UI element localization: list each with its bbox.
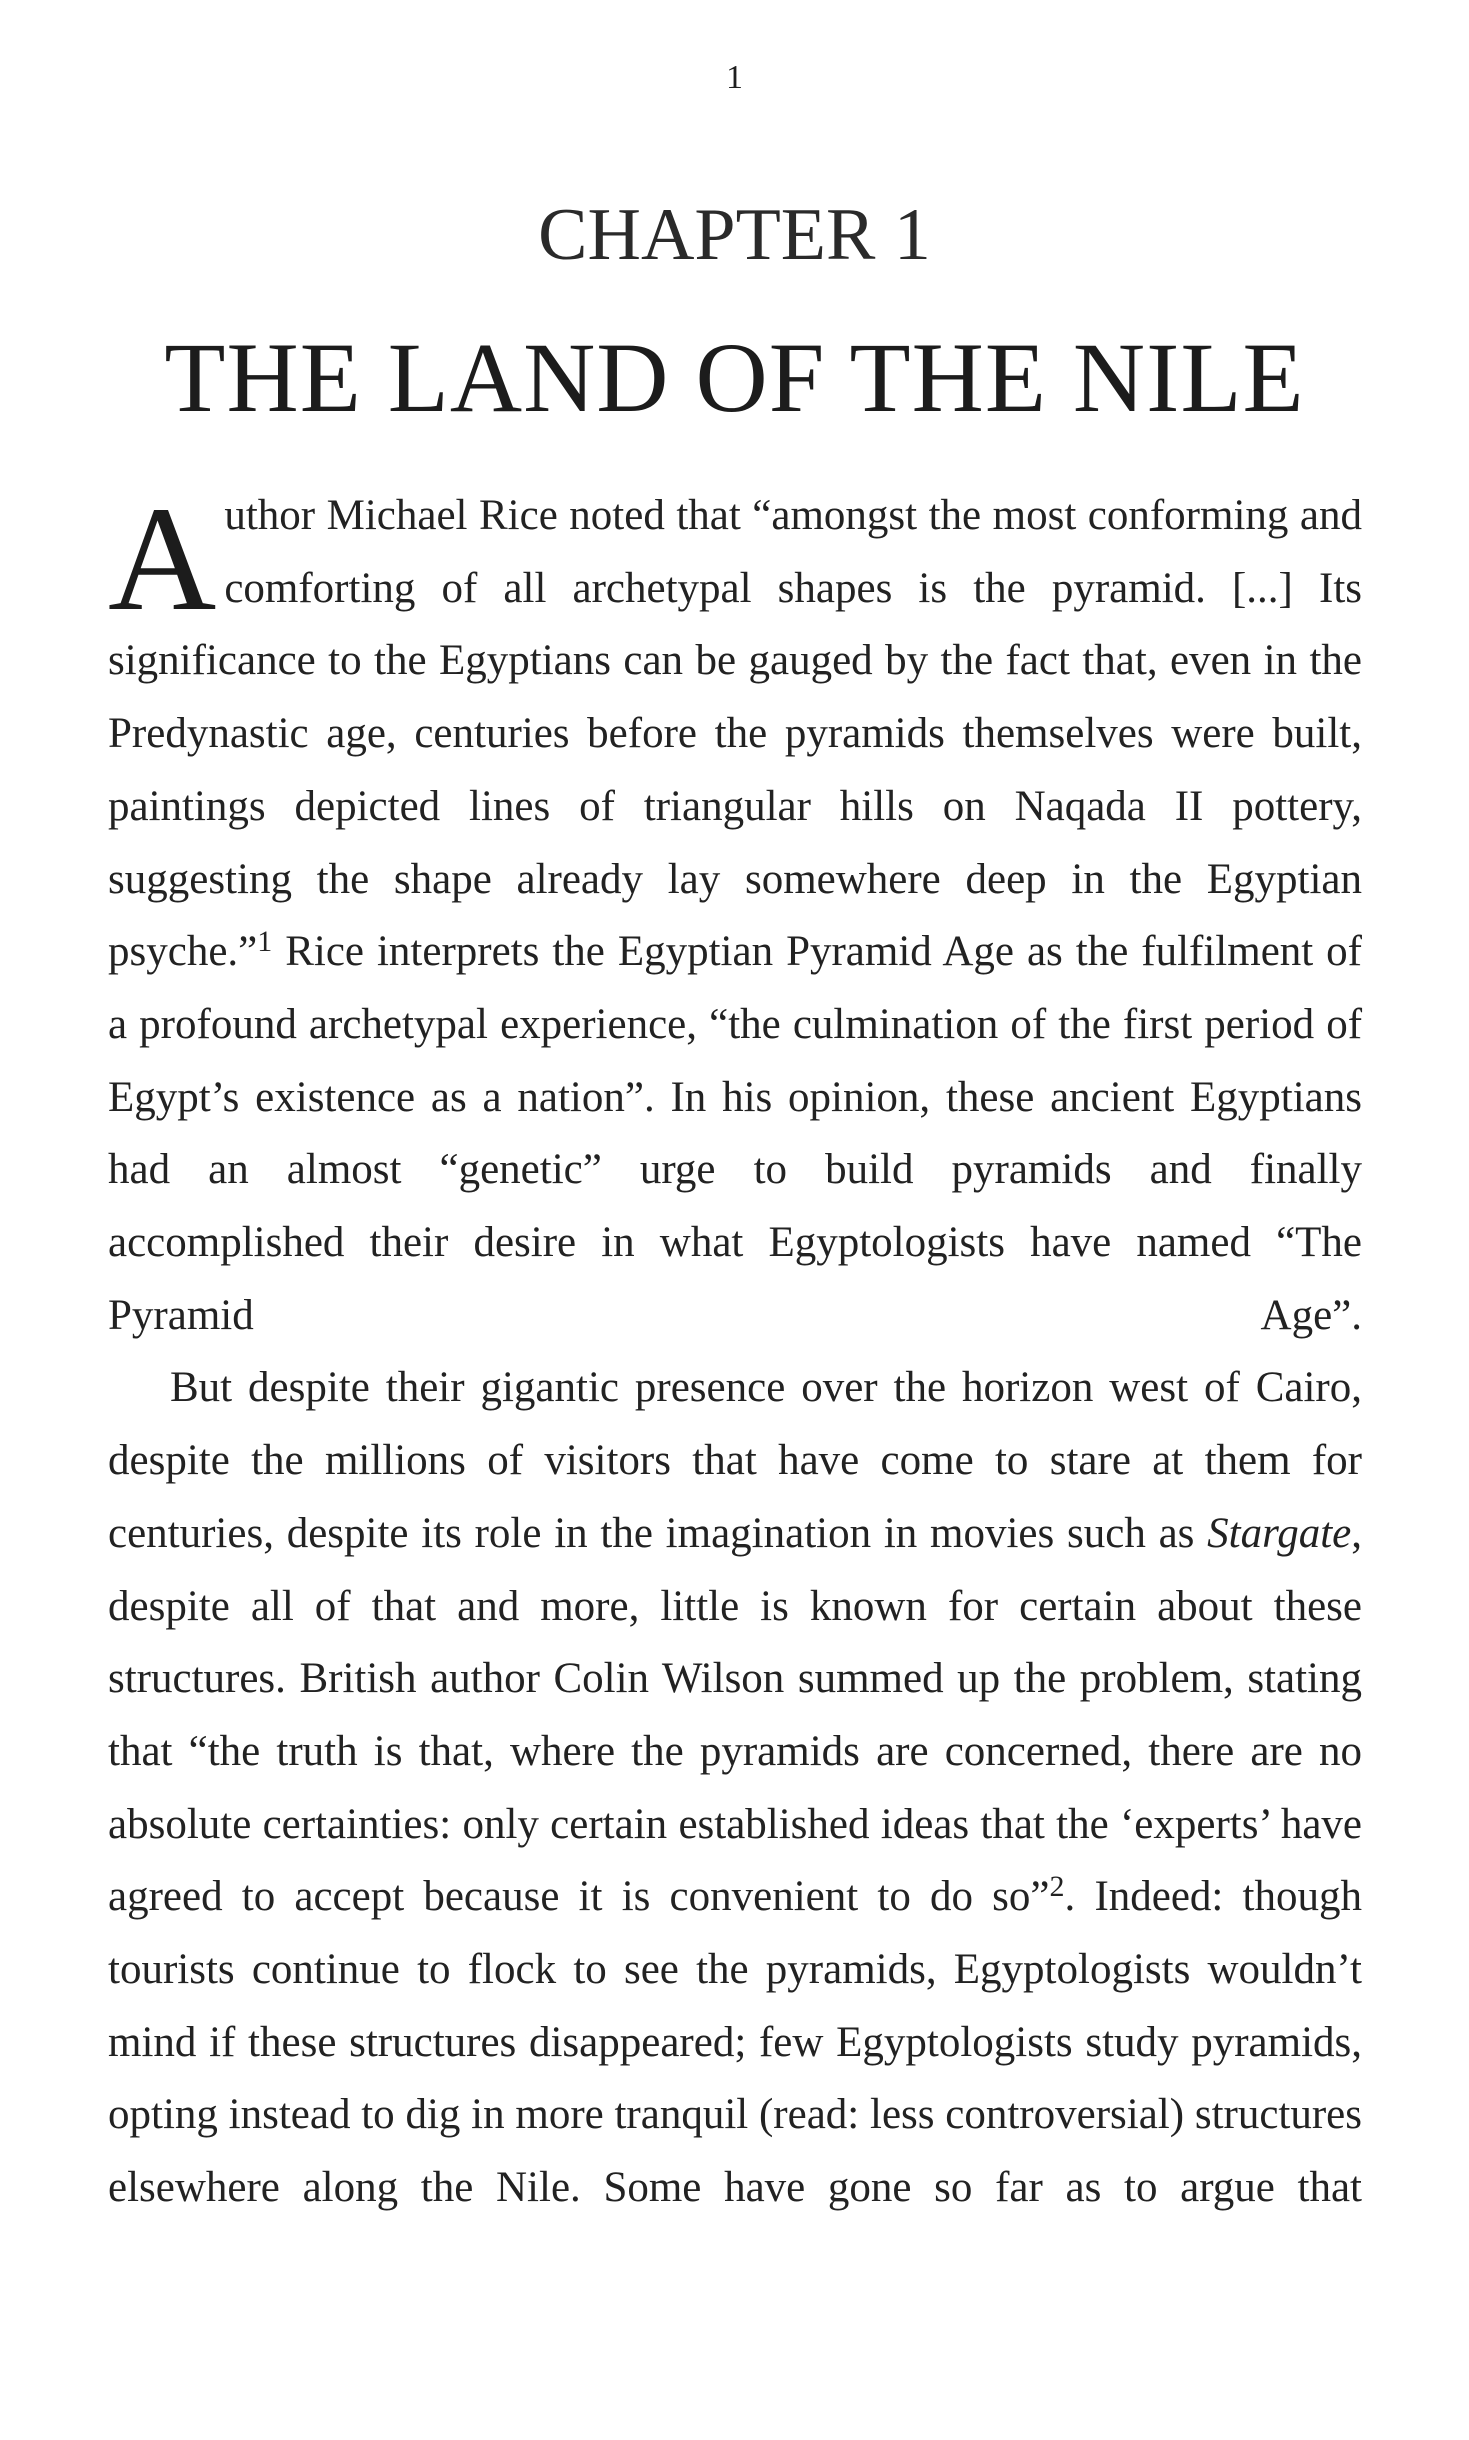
- p1-line-9: “the culmination of the first period of Egypt’s existence as a: [108, 1000, 1363, 1121]
- p2-line-10: to see the pyramids, Egyptologists wouldn’t mind if these: [108, 1946, 1362, 2066]
- p1-line-4: that, even in the Predynastic age, centuries before the pyramids: [108, 637, 1363, 758]
- p2-line-2: Cairo, despite the millions of visitors that have come to stare at: [108, 1364, 1363, 1485]
- p2-line-12: instead to dig in more tranquil (read: less controversial) structures: [228, 2091, 1362, 2139]
- p2-line-4b: , despite all of that and more, little is known for: [108, 1509, 1363, 1630]
- p2-line-11: structures disappeared; few Egyptologists study pyramids, opting: [108, 2018, 1362, 2139]
- p2-line-1: But despite their gigantic presence over the horizon west of: [170, 1364, 1240, 1412]
- p2-line-6: up the problem, stating that “the truth is that, where the pyramids: [108, 1655, 1362, 1775]
- p2-line-8: established ideas that the ‘experts’ have agreed to accept because it: [108, 1800, 1363, 1921]
- paragraph-1: [108, 476, 1363, 1352]
- paragraph-2: [108, 1352, 1362, 2224]
- p2-line-7: are concerned, there are no absolute certainties: only certain: [108, 1727, 1363, 1848]
- p1-line-7a: deep in the Egyptian psyche.”: [108, 855, 1363, 976]
- p1-line-10: nation”. In his opinion, these ancient Egyptians had an almost: [108, 1073, 1362, 1194]
- p1-line-3: Its significance to the Egyptians can be gauged by the fact: [108, 564, 1362, 685]
- p1-line-5: themselves were built, paintings depicted lines of triangular hills: [108, 710, 1363, 830]
- p2-line-9a: is convenient to do so”: [621, 1873, 1050, 1921]
- p1-line-6: on Naqada II pottery, suggesting the shape already lay somewhere: [108, 782, 1362, 903]
- p1-line-7b: Rice interprets the Egyptian: [272, 928, 774, 976]
- p2-line-4a: such as: [1067, 1509, 1208, 1557]
- p2-line-3: them for centuries, despite its role in the imagination in movies: [108, 1437, 1362, 1557]
- p2-line-13: elsewhere along the Nile. Some have gone so far as to argue that: [108, 2164, 1362, 2212]
- drop-cap: A: [108, 476, 217, 642]
- chapter-title: THE LAND OF THE NILE: [164, 322, 1305, 433]
- p2-line-5: certain about these structures. British author Colin Wilson summed: [108, 1582, 1362, 1703]
- footnote-ref-1[interactable]: 1: [257, 925, 273, 959]
- body-text: [108, 476, 1363, 2225]
- p1-line-1: uthor Michael Rice noted that “amongst the most conforming: [224, 492, 1289, 539]
- p1-line-8: Pyramid Age as the fulfilment of a profound archetypal experience,: [108, 928, 1363, 1048]
- p1-line-11: “genetic” urge to build pyramids and finally accomplished their: [108, 1146, 1363, 1267]
- p1-line-2: and comforting of all archetypal shapes is the pyramid. [...]: [224, 492, 1363, 612]
- p1-line-12: desire in what Egyptologists have named “The Pyramid Age”.: [108, 1219, 1363, 1339]
- page-number: 1: [726, 59, 743, 96]
- movie-title: Stargate: [1207, 1509, 1352, 1557]
- footnote-ref-2[interactable]: 2: [1049, 1870, 1065, 1904]
- p2-line-9b: . Indeed: though tourists continue to flock: [108, 1873, 1363, 1994]
- chapter-label: CHAPTER 1: [538, 194, 931, 276]
